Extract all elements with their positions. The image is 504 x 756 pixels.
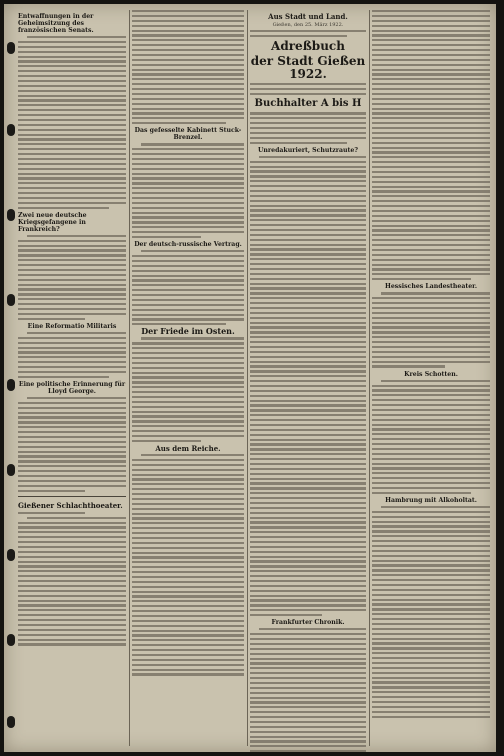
column-2 — [132, 10, 244, 678]
column-1 — [18, 10, 126, 648]
article-body — [132, 337, 244, 442]
article-body — [372, 506, 490, 718]
headline: Entwaffnungen in der Geheimsitzung des französischen Senats. — [18, 13, 94, 34]
column-3 — [250, 10, 366, 752]
headline: Hambrung mit Alkoholtat. — [385, 496, 477, 504]
article-body — [132, 10, 244, 124]
headline: Der deutsch-russische Vertrag. — [134, 241, 242, 249]
headline: Hessisches Landestheater. — [385, 283, 477, 291]
article-body — [132, 143, 244, 238]
section-kicker: Aus Stadt und Land. — [268, 12, 348, 21]
article-body — [250, 628, 366, 752]
headline: Das gefesselte Kabinett Stuck-Brenzel. — [134, 127, 242, 142]
article-body — [18, 235, 126, 320]
column-4 — [372, 10, 490, 720]
headline: Aus dem Reiche. — [155, 444, 221, 453]
article-body — [18, 36, 126, 209]
article-body — [250, 83, 366, 95]
newspaper-page — [4, 4, 496, 752]
headline: Unredakuriert, Schutzraute? — [258, 146, 358, 154]
article-body — [250, 112, 366, 143]
section-headline: Gießener Schlachthoeater. — [18, 500, 123, 510]
headline-large: Buchhalter A bis H — [254, 98, 362, 110]
article-body — [372, 10, 490, 280]
binding-holes — [6, 4, 16, 752]
article-body — [18, 332, 126, 378]
headline: Kreis Schotten. — [404, 370, 458, 378]
article-body — [250, 30, 366, 37]
article-body — [372, 292, 490, 367]
headline: Eine politische Erinnerung für Lloyd George. — [18, 380, 126, 395]
article-body — [250, 156, 366, 616]
headline-large: Adreßbuch — [271, 38, 345, 53]
article-body — [372, 380, 490, 494]
headline: Eine Reformatio Militaris — [27, 322, 117, 330]
article-body — [132, 250, 244, 325]
headline: Frankfurter Chronik. — [271, 619, 345, 627]
dateline: Gießen, den 25. März 1922. — [272, 22, 344, 28]
article-body — [18, 397, 126, 492]
article-body — [18, 512, 126, 646]
headline: Zwei neue deutsche Kriegsgefangene in Frankreich? — [18, 211, 87, 233]
headline-large: der Stadt Gießen 1922. — [250, 53, 366, 81]
article-body — [132, 454, 244, 676]
headline: Der Friede im Osten. — [141, 326, 235, 337]
